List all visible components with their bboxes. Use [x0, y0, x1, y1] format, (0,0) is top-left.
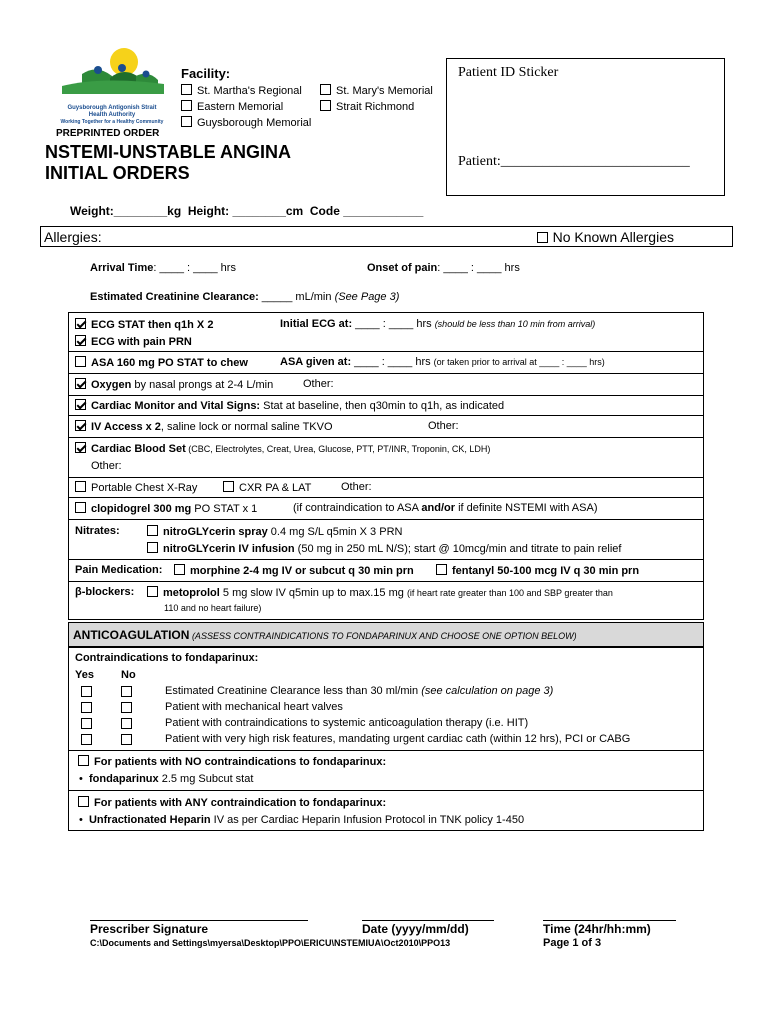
facility-option-strait-richmond[interactable]: Strait Richmond: [320, 100, 414, 113]
yes-checkbox-icon[interactable]: [81, 718, 92, 729]
time-label: Time (24hr/hh:mm): [543, 922, 651, 936]
contraindication-text: Patient with very high risk features, mandating urgent cardiac cath (within 12 hrs), PCI or CABG: [165, 733, 631, 745]
blood-set-row: [68, 438, 704, 478]
checkbox-icon[interactable]: [320, 84, 331, 95]
initial-ecg-time[interactable]: Initial ECG at: ____ : ____ hrs (should be less than 10 min from arrival): [280, 318, 596, 330]
allergies-label: Allergies:: [44, 229, 102, 245]
clopidogrel-row: [68, 498, 704, 520]
weight-height-code[interactable]: Weight:________kg Height: ________cm Code ____________: [70, 204, 424, 218]
checkbox-icon[interactable]: [320, 100, 331, 111]
cardiac-monitor-row: [68, 396, 704, 416]
logo-tagline: Working Together for a Healthy Community: [60, 119, 164, 125]
page-number: Page 1 of 3: [543, 937, 602, 949]
checkbox-icon[interactable]: [174, 564, 185, 575]
nitrates-row: [68, 520, 704, 560]
cardiac-monitor-order[interactable]: Cardiac Monitor and Vital Signs: Stat at baseline, then q30min to q1h, as indicated: [75, 399, 504, 412]
logo-graphic: [52, 44, 172, 102]
checkbox-icon[interactable]: [223, 481, 234, 492]
metoprolol-order[interactable]: metoprolol 5 mg slow IV q5min up to max.15 mg (if heart rate greater than 100 and SBP greater than: [147, 586, 613, 599]
contraindication-item: [121, 718, 137, 731]
iv-access-order[interactable]: IV Access x 2, saline lock or normal saline TKVO: [75, 420, 333, 433]
oxygen-other[interactable]: Other:: [303, 378, 334, 390]
health-authority-logo: [52, 44, 172, 126]
patient-name-field[interactable]: Patient:___________________________: [458, 154, 690, 169]
beta-blockers-label: β-blockers:: [75, 586, 135, 598]
nitro-spray-order[interactable]: nitroGLYcerin spray 0.4 mg S/L q5min X 3 PRN: [147, 525, 402, 538]
checkbox-icon[interactable]: [147, 525, 158, 536]
yes-checkbox-icon[interactable]: [81, 686, 92, 697]
morphine-order[interactable]: morphine 2-4 mg IV or subcut q 30 min prn: [174, 564, 414, 577]
pain-medication-row: [68, 560, 704, 582]
facility-option-eastern-memorial[interactable]: Eastern Memorial: [181, 100, 283, 113]
asa-order[interactable]: ASA 160 mg PO STAT to chew: [75, 356, 248, 369]
preprinted-order-label: PREPRINTED ORDER: [56, 128, 160, 139]
yes-checkbox-icon[interactable]: [81, 734, 92, 745]
blood-set-order[interactable]: Cardiac Blood Set (CBC, Electrolytes, Creat, Urea, Glucose, PTT, PT/INR, Troponin, CK, LDH): [75, 442, 490, 455]
date-label: Date (yyyy/mm/dd): [362, 922, 469, 936]
contraindication-text: Estimated Creatinine Clearance less than 30 ml/min (see calculation on page 3): [165, 685, 554, 697]
oxygen-order[interactable]: Oxygen by nasal prongs at 2-4 L/min: [75, 378, 273, 391]
form-title-line1: NSTEMI-UNSTABLE ANGINA: [45, 142, 291, 162]
ecg-prn-order[interactable]: ECG with pain PRN: [75, 335, 192, 348]
date-line[interactable]: [362, 920, 494, 921]
no-contraindication-section: [68, 751, 704, 791]
iv-other[interactable]: Other:: [428, 420, 459, 432]
portable-cxr-option[interactable]: Portable Chest X-Ray: [75, 481, 197, 494]
patient-sticker-label: Patient ID Sticker: [458, 65, 559, 80]
checkbox-icon[interactable]: [147, 542, 158, 553]
yes-column-header: Yes: [75, 669, 94, 681]
checked-checkbox-icon[interactable]: [75, 378, 86, 389]
time-line[interactable]: [543, 920, 676, 921]
contraindication-text: Patient with contraindications to systemic anticoagulation therapy (i.e. HIT): [165, 717, 529, 729]
contraindications-section: [68, 648, 704, 751]
contraindication-item: [121, 734, 137, 747]
checkbox-icon[interactable]: [75, 502, 86, 513]
checkbox-icon[interactable]: [147, 586, 158, 597]
no-checkbox-icon[interactable]: [121, 718, 132, 729]
facility-option-st-marys[interactable]: St. Mary's Memorial: [320, 84, 433, 97]
fentanyl-order[interactable]: fentanyl 50-100 mcg IV q 30 min prn: [436, 564, 639, 577]
nitro-iv-order[interactable]: nitroGLYcerin IV infusion (50 mg in 250 mL N/S); start @ 10mcg/min and titrate to pain relief: [147, 542, 621, 555]
any-contraindication-option[interactable]: For patients with ANY contraindication to fondaparinux:: [78, 796, 386, 809]
oxygen-row: [68, 374, 704, 396]
facility-option-st-marthas[interactable]: St. Martha's Regional: [181, 84, 302, 97]
checkbox-icon[interactable]: [75, 481, 86, 492]
anticoag-title: ANTICOAGULATION (ASSESS CONTRAINDICATIONS TO FONDAPARINUX AND CHOOSE ONE OPTION BELOW): [73, 628, 577, 642]
no-checkbox-icon[interactable]: [121, 734, 132, 745]
contraindication-item: [81, 702, 97, 715]
facility-label: Facility:: [181, 66, 231, 81]
checkbox-icon[interactable]: [436, 564, 447, 575]
logo-org-line2: Health Authority: [88, 112, 136, 118]
beta-blockers-row: [68, 582, 704, 620]
document-path: C:\Documents and Settings\myersa\Desktop\PPO\ERICU\NSTEMIUA\Oct2010\PPO13: [90, 938, 451, 948]
no-column-header: No: [121, 669, 136, 681]
no-contraindication-option[interactable]: For patients with NO contraindications to fondaparinux:: [78, 755, 386, 768]
no-known-allergies-option[interactable]: No Known Allergies: [537, 229, 674, 245]
prescriber-signature-line[interactable]: [90, 920, 308, 921]
checked-checkbox-icon[interactable]: [75, 335, 86, 346]
checked-checkbox-icon[interactable]: [75, 399, 86, 410]
any-contraindication-section: [68, 791, 704, 831]
checkbox-icon[interactable]: [537, 232, 548, 243]
cxr-other[interactable]: Other:: [341, 481, 372, 493]
form-title-line2: INITIAL ORDERS: [45, 163, 190, 183]
asa-row: [68, 352, 704, 374]
blood-set-other[interactable]: Other:: [91, 460, 122, 472]
chest-xray-row: [68, 478, 704, 498]
checkbox-icon[interactable]: [78, 755, 89, 766]
bullet-icon: •: [79, 814, 89, 826]
checkbox-icon[interactable]: [181, 84, 192, 95]
contraindication-item: [121, 686, 137, 699]
contraindications-label: Contraindications to fondaparinux:: [75, 652, 259, 664]
checked-checkbox-icon[interactable]: [75, 420, 86, 431]
patient-id-box: [446, 58, 725, 196]
contraindication-item: [81, 686, 97, 699]
creatinine-clearance[interactable]: Estimated Creatinine Clearance: _____ mL/min (See Page 3): [90, 291, 400, 303]
checked-checkbox-icon[interactable]: [75, 442, 86, 453]
checkbox-icon[interactable]: [75, 356, 86, 367]
no-checkbox-icon[interactable]: [121, 686, 132, 697]
asa-given-time[interactable]: ASA given at: ____ : ____ hrs (or taken prior to arrival at ____ : ____ hrs): [280, 356, 605, 368]
iv-access-row: [68, 416, 704, 438]
arrival-time[interactable]: Arrival Time: ____ : ____ hrs: [90, 262, 236, 274]
ecg-order[interactable]: ECG STAT then q1h X 2: [75, 318, 213, 331]
checked-checkbox-icon[interactable]: [75, 318, 86, 329]
allergies-box[interactable]: [40, 226, 733, 247]
contraindication-item: [81, 718, 97, 731]
checkbox-icon[interactable]: [181, 100, 192, 111]
metoprolol-note-continued: 110 and no heart failure): [164, 603, 262, 613]
pain-medication-label: Pain Medication:: [75, 564, 163, 576]
nitrates-label: Nitrates:: [75, 525, 120, 537]
ecg-row: [68, 312, 704, 352]
logo-org-line1: Guysborough Antigonish Strait: [67, 105, 157, 111]
checkbox-icon[interactable]: [78, 796, 89, 807]
contraindication-item: [81, 734, 97, 747]
no-checkbox-icon[interactable]: [121, 702, 132, 713]
cxr-pa-lat-option[interactable]: CXR PA & LAT: [223, 481, 311, 494]
contraindication-text: Patient with mechanical heart valves: [165, 701, 343, 713]
checkbox-icon[interactable]: [181, 116, 192, 127]
clopidogrel-note: (if contraindication to ASA and/or if definite NSTEMI with ASA): [293, 502, 598, 514]
facility-option-guysborough[interactable]: Guysborough Memorial: [181, 116, 311, 129]
onset-of-pain[interactable]: Onset of pain: ____ : ____ hrs: [367, 262, 520, 274]
contraindication-item: [121, 702, 137, 715]
anticoag-header: [68, 622, 704, 648]
prescriber-signature-label: Prescriber Signature: [90, 922, 209, 936]
fondaparinux-order: • fondaparinux 2.5 mg Subcut stat: [79, 773, 254, 785]
yes-checkbox-icon[interactable]: [81, 702, 92, 713]
heparin-order: • Unfractionated Heparin IV as per Cardiac Heparin Infusion Protocol in TNK policy 1-450: [79, 814, 525, 826]
clopidogrel-order[interactable]: clopidogrel 300 mg PO STAT x 1: [75, 502, 257, 515]
bullet-icon: •: [79, 773, 89, 785]
